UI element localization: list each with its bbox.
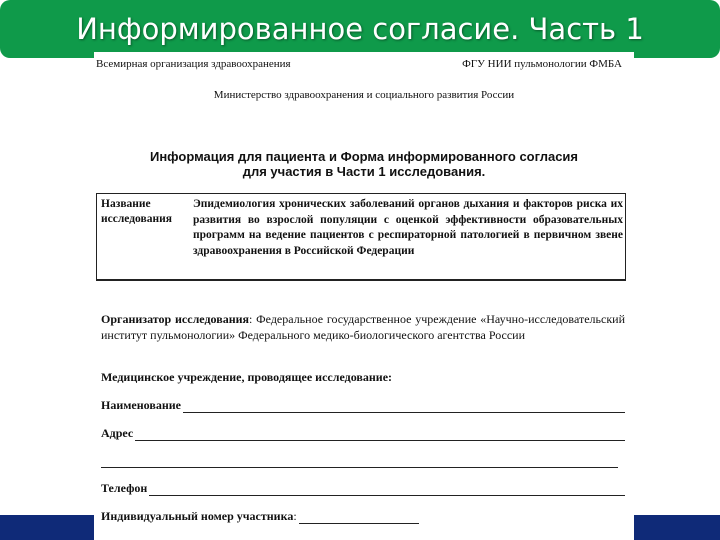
name-line[interactable] [183,400,625,413]
organizer-value: : Федеральное государственное учреждение «Научно-исследовательский институт пульмонологии» Федерального медико-биологического агентства России [101,312,625,342]
study-value: Эпидемиология хронических заболеваний органов дыхания и факторов риска их развития во взрослой популяции с оценкой эффективности образовательных программ на ведение пациентов с респираторной патологией в первичном звене здравоохранения в Российской Федерации [193,198,623,257]
phone-line[interactable] [149,483,625,496]
organizer-paragraph [101,311,625,343]
header-left: Всемирная организация здравоохранения [96,58,291,70]
document-page [94,52,634,540]
organizer-label: Организатор исследования [101,312,250,326]
study-info-table [96,193,626,281]
ministry-line: Министерство здравоохранения и социального развития России [213,89,515,101]
name-field[interactable] [101,398,625,413]
address-field[interactable] [101,426,625,441]
address-line[interactable] [135,428,625,441]
study-label: Название исследования [101,198,172,225]
address-label: Адрес [101,426,134,440]
header-right: ФГУ НИИ пульмонологии ФМБА [462,58,622,70]
title-banner [0,0,720,58]
address-continuation-line[interactable] [101,467,618,468]
document-title-line2: для участия в Части 1 исследования. [242,164,486,179]
document-title-line1: Информация для пациента и Форма информированного согласия [149,149,579,164]
document-title [94,149,634,179]
participant-colon: : [293,509,297,523]
institution-heading [101,370,625,385]
participant-field[interactable] [101,509,625,524]
name-label: Наименование [101,398,181,412]
institution-heading-text: Медицинское учреждение, проводящее исследование: [101,370,393,384]
slide-title: Информированное согласие. Часть 1 [76,12,644,46]
participant-label: Индивидуальный номер участника [101,509,294,523]
participant-line[interactable] [299,511,419,524]
phone-label: Телефон [101,481,148,495]
document-header [94,58,634,70]
phone-field[interactable] [101,481,625,496]
